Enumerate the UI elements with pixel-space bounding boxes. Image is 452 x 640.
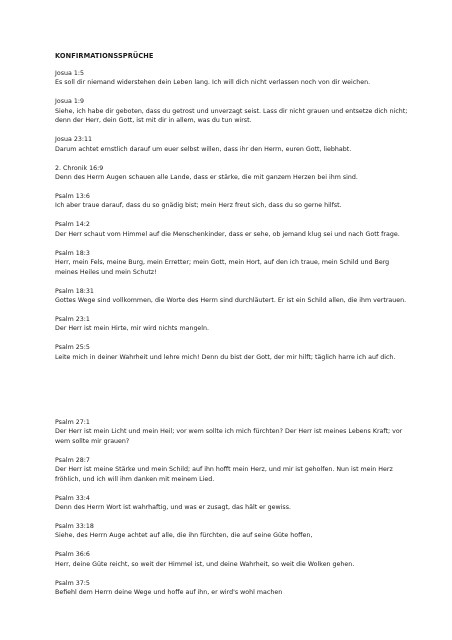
- verse-entry: [55, 135, 408, 154]
- verse-text: Der Herr ist mein Hirte, mir wird nichts mangeln.: [55, 325, 210, 333]
- verse-text: Gottes Wege sind vollkommen, die Worte des Herrn sind durchläutert. Er ist ein Schild allen, die ihm vertrauen.: [55, 297, 407, 305]
- verse-text: Darum achtet ernstlich darauf um euer selbst willen, dass ihr den Herrn, euren Gott, liebhabt.: [55, 145, 352, 153]
- verse-text: Denn des Herrn Augen schauen alle Lande, dass er stärke, die mit ganzem Herzen bei ihm sind.: [55, 174, 358, 182]
- verse-text: Der Herr schaut vom Himmel auf die Menschenkinder, dass er sehe, ob jemand klug sei und nach Gott frage.: [55, 230, 400, 238]
- verse-entry: [55, 579, 408, 598]
- verse-reference: Psalm 25:5: [55, 344, 90, 352]
- verse-entry: [55, 418, 408, 446]
- verse-entry: [55, 220, 408, 239]
- verse-text: Befiehl dem Herrn deine Wege und hoffe auf ihn, er wird's wohl machen: [55, 589, 283, 597]
- verse-text: Siehe, ich habe dir geboten, dass du getrost und unverzagt seist. Lass dir nicht grauen und entsetze dich nicht; denn der Herr, dein Gott, ist mit dir in allem, was du tun wirst.: [55, 107, 408, 125]
- verse-reference: Psalm 18:31: [55, 287, 94, 295]
- verse-reference: Josua 23:11: [55, 136, 92, 144]
- verse-reference: Psalm 13:6: [55, 193, 90, 201]
- verse-text: Der Herr ist mein Licht und mein Heil; vor wem sollte ich mich fürchten? Der Herr ist meines Lebens Kraft; vor wem sollte mir grauen?: [55, 428, 403, 445]
- verse-text: Leite mich in deiner Wahrheit und lehre mich! Denn du bist der Gott, der mir hilft; täglich harre ich auf dich.: [55, 353, 396, 361]
- verse-reference: Psalm 14:2: [55, 221, 90, 229]
- verse-reference: Psalm 36:6: [55, 551, 90, 559]
- verse-entry: [55, 192, 408, 211]
- verse-entry: [55, 287, 408, 306]
- verse-entry: [55, 315, 408, 334]
- verse-text: Herr, mein Fels, meine Burg, mein Erretter; mein Gott, mein Hort, auf den ich traue, mein Schild und Berg meines Heiles und mein Schutz!: [55, 259, 390, 276]
- verse-reference: Psalm 28:7: [55, 456, 90, 464]
- verse-reference: Psalm 33:4: [55, 494, 90, 502]
- verse-entry: [55, 69, 408, 88]
- verse-reference: Psalm 27:1: [55, 418, 90, 426]
- verse-reference: Josua 1:5: [55, 70, 84, 77]
- verse-text: Denn des Herrn Wort ist wahrhaftig, und was er zusagt, das hält er gewiss.: [55, 503, 291, 511]
- verse-reference: Psalm 37:5: [55, 579, 90, 587]
- verse-entry: [55, 522, 408, 541]
- verse-entry: [55, 456, 408, 484]
- verse-entry: [55, 249, 408, 277]
- verse-reference: Psalm 18:3: [55, 249, 90, 257]
- verse-entry: [55, 494, 408, 513]
- verse-reference: 2. Chronik 16:9: [55, 164, 104, 172]
- verse-entry: [55, 164, 408, 183]
- verse-text: Der Herr ist meine Stärke und mein Schild; auf ihn hofft mein Herz, und mir ist geholfen. Nun ist mein Herz fröhlich, und ich will ihm danken mit meinem Lied.: [55, 466, 393, 483]
- verse-text: Ich aber traue darauf, dass du so gnädig bist; mein Herz freut sich, dass du so gerne hilfst.: [55, 202, 342, 210]
- verse-reference: Josua 1:9: [55, 98, 84, 106]
- section-gap: [55, 372, 408, 418]
- verse-text: Herr, deine Güte reicht, so weit der Himmel ist, und deine Wahrheit, so weit die Wolken gehen.: [55, 560, 355, 568]
- verse-entry: [55, 550, 408, 569]
- verse-entry: [55, 97, 408, 125]
- verse-reference: Psalm 33:18: [55, 522, 94, 530]
- verse-text: Siehe, des Herrn Auge achtet auf alle, die ihn fürchten, die auf seine Güte hoffen,: [55, 532, 313, 540]
- document-title: KONFIRMATIONSSPRÜCHE: [55, 52, 154, 60]
- verse-text: Es soll dir niemand widerstehen dein Leben lang. Ich will dich nicht verlassen noch von dir weichen.: [55, 79, 371, 87]
- verse-reference: Psalm 23:1: [55, 316, 90, 324]
- verse-entry: [55, 343, 408, 362]
